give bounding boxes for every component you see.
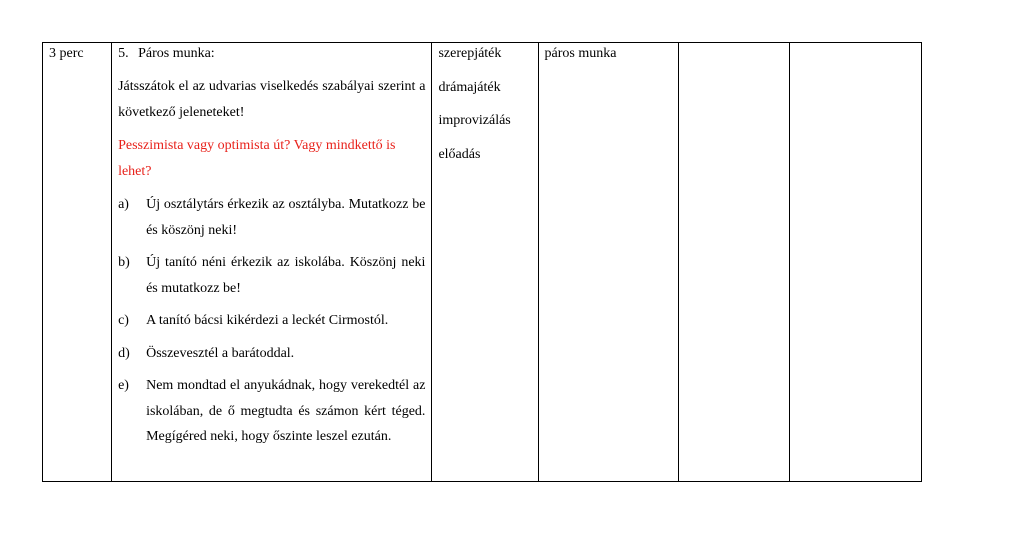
list-marker: c) (118, 313, 129, 328)
list-item (118, 192, 425, 243)
list-item-text: Összevesztél a barátoddal. (146, 345, 295, 361)
list-marker: e) (118, 378, 129, 393)
method-item: improvizálás (438, 113, 511, 128)
method-item: szerepjáték (438, 46, 502, 61)
list-item-text: Új osztálytárs érkezik az osztályba. Mutatkozz be és köszönj neki! (146, 197, 426, 238)
list-marker: b) (118, 255, 130, 270)
empty-cell-6 (789, 43, 921, 482)
list-marker: d) (118, 345, 130, 361)
work-form-value: páros munka (544, 46, 617, 61)
task-title: Páros munka: (138, 46, 215, 61)
scenario-list (118, 192, 425, 450)
method-item: drámajáték (438, 79, 501, 95)
task-cell (112, 43, 432, 482)
work-form-cell (538, 43, 678, 482)
list-item-text: Új tanító néni érkezik az iskolába. Köszönj neki és mutatkozz be! (146, 255, 426, 296)
task-number: 5. (118, 46, 129, 61)
time-value: 3 perc (49, 46, 84, 61)
list-item (118, 341, 425, 367)
list-item-text: A tanító bácsi kikérdezi a leckét Cirmostól. (146, 313, 389, 328)
list-item (118, 308, 425, 334)
lesson-plan-table (42, 42, 922, 482)
list-marker: a) (118, 197, 129, 212)
list-item (118, 373, 425, 450)
table-row (43, 43, 922, 482)
time-cell (43, 43, 112, 482)
empty-cell-5 (678, 43, 789, 482)
task-question: Pesszimista vagy optimista út? Vagy mindkettő is lehet? (118, 138, 396, 179)
method-item: előadás (438, 146, 481, 162)
methods-list (438, 45, 531, 163)
methods-cell (432, 43, 538, 482)
list-item (118, 250, 425, 301)
task-intro: Játsszátok el az udvarias viselkedés szabályai szerint a következő jeleneteket! (118, 79, 426, 120)
task-heading (118, 45, 425, 62)
list-item-text: Nem mondtad el anyukádnak, hogy verekedtél az iskolában, de ő megtudta és számon kért téged. Megígéred neki, hogy őszinte leszel ezután. (146, 378, 426, 444)
